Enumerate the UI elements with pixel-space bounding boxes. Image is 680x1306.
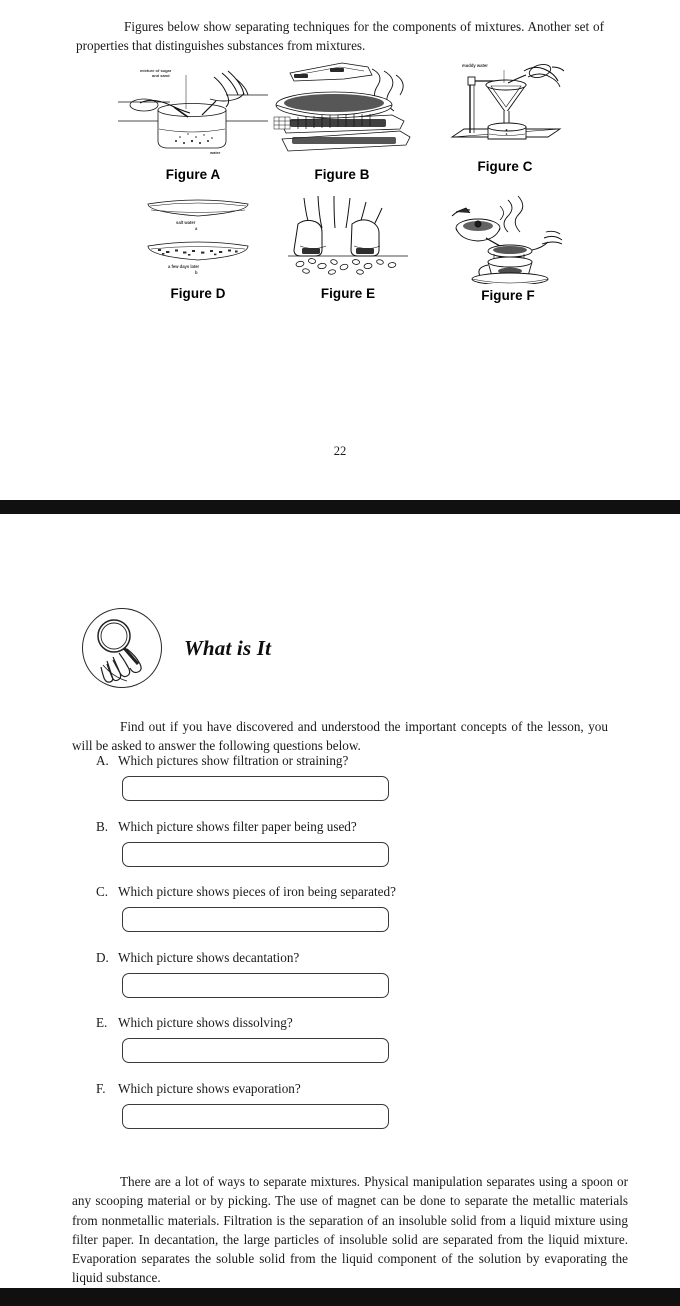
question-d-text: Which picture shows decantation? (118, 949, 300, 965)
question-c-text: Which picture shows pieces of iron being separated? (118, 884, 396, 899)
svg-text:a few days later: a few days later (168, 264, 200, 269)
question-a-line (96, 752, 596, 770)
figure-row-bottom (0, 194, 680, 324)
question-f-text: Which picture shows evaporation? (118, 1080, 301, 1096)
section-title: What is It (184, 635, 272, 660)
question-f-line (96, 1080, 596, 1098)
questions-list (96, 752, 596, 1145)
intro-paragraph: Figures below show separating techniques for the components of mixtures. Another set of properties that distinguishes substances from mixtures. (76, 19, 604, 54)
answer-input-a[interactable] (122, 776, 389, 801)
figure-f-illustration (448, 194, 568, 284)
svg-text:and sand: and sand (152, 73, 170, 78)
page-number: 22 (333, 444, 347, 458)
figure-f-label: Figure F (481, 288, 535, 303)
question-d-line (96, 949, 596, 967)
figure-a-illustration (118, 55, 268, 155)
figure-a (118, 55, 268, 182)
svg-text:water: water (210, 150, 221, 155)
svg-text:b: b (195, 270, 198, 275)
question-item-c (96, 883, 596, 932)
figure-b-illustration (272, 55, 412, 155)
figure-e-label: Figure E (320, 286, 376, 301)
question-item-d (96, 949, 596, 998)
lead-paragraph: Find out if you have discovered and understood the important concepts of the lesson, you will be asked to answer the following questions below. (72, 719, 608, 754)
figure-e (288, 194, 408, 301)
question-a-letter: A. (96, 753, 109, 768)
question-a-text: Which pictures show filtration or straining? (118, 753, 349, 768)
question-c-line (96, 883, 596, 901)
figure-c-label: Figure C (477, 159, 533, 174)
document-page-one (0, 0, 680, 500)
question-e-text: Which picture shows dissolving? (118, 1015, 293, 1030)
figure-f (448, 194, 568, 303)
question-item-f (96, 1080, 596, 1129)
figure-e-illustration (288, 194, 408, 278)
figure-b (272, 55, 412, 182)
question-f-letter: F. (96, 1080, 106, 1096)
answer-input-f[interactable] (122, 1104, 389, 1129)
figure-c-illustration (440, 55, 570, 151)
svg-text:salt water: salt water (176, 220, 196, 225)
answer-input-d[interactable] (122, 973, 389, 998)
svg-text:a: a (195, 226, 198, 231)
question-item-b (96, 818, 596, 867)
document-page-two (0, 514, 680, 1288)
figure-b-label: Figure B (314, 167, 370, 182)
question-d-letter: D. (96, 949, 109, 965)
svg-text:mixture of sugar: mixture of sugar (140, 68, 172, 73)
page-separator-band-top (0, 500, 680, 514)
question-item-a (96, 752, 596, 801)
answer-input-c[interactable] (122, 907, 389, 932)
answer-input-e[interactable] (122, 1038, 389, 1063)
figure-c (440, 55, 570, 174)
svg-text:muddy water: muddy water (462, 63, 488, 68)
figure-d-illustration (138, 194, 258, 278)
figure-d-label: Figure D (170, 286, 226, 301)
question-b-line (96, 818, 596, 836)
magnifying-glass-in-hand-icon (82, 608, 162, 688)
question-item-e (96, 1014, 596, 1063)
question-c-letter: C. (96, 884, 109, 899)
figure-a-label: Figure A (165, 167, 221, 182)
section-header (82, 608, 271, 688)
question-e-letter: E. (96, 1015, 108, 1030)
answer-input-b[interactable] (122, 842, 389, 867)
closing-paragraph: There are a lot of ways to separate mixtures. Physical manipulation separates using a spoon or any scooping material or by picking. The use of magnet can be done to separate the metallic materials from nonmetallic materials. Filtration is the separation of an insoluble solid from a liquid mixture using filter paper. In decantation, the large particles of insoluble solid are separated from the liquid mixture. Evaporation separates the soluble solid from the liquid component of the solution by evaporating the liquid substance. (72, 1174, 628, 1286)
figure-grid (0, 55, 680, 324)
figure-d (138, 194, 258, 301)
question-b-text: Which picture shows filter paper being used? (118, 818, 357, 834)
page-separator-band-bottom (0, 1288, 680, 1306)
figure-row-top (0, 55, 680, 180)
question-e-line (96, 1014, 596, 1032)
question-b-letter: B. (96, 818, 109, 834)
